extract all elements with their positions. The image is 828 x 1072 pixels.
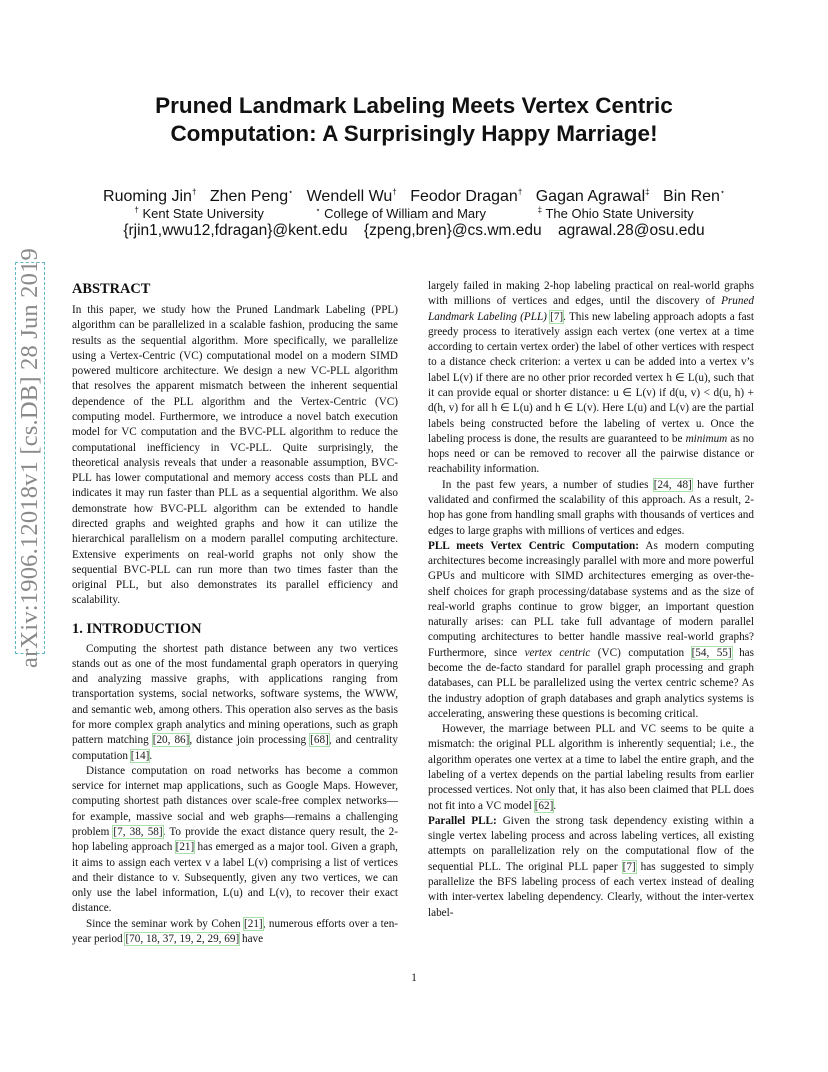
author: Ruoming Jin† [103,188,197,206]
body-paragraph-4: However, the marriage between PLL and VC seems to be quite a mismatch: the original PLL algorithm is inherently sequential; i.e., the algorithm operates one vertex at a time to label the entire graph, and the labeling of a vertex depends on the partial labeling results from earlier processed vertices. Not only that, it has also been claimed that PLL does not fit into a VC model [62]. [428,723,754,812]
abstract-heading: ABSTRACT [72,281,151,297]
affiliation: ‡ The Ohio State University [537,206,694,222]
author: Wendell Wu† [306,188,397,206]
email: agrawal.28@osu.edu [557,222,705,239]
citation-link[interactable]: [62] [534,799,554,812]
citation-link[interactable]: [68] [310,734,329,747]
body-paragraph-5: Parallel PLL: Given the strong task dependency existing within a single vertex labeling process and across labeling vertices, all existing attempts on parallelization rely on the computational flow of the sequential PLL. The original PLL paper [7] has suggested to simply parallelize the BFS labeling process of each vertex instead of dealing with inter-vertex labeling dependency. Clearly, without the inter-vertex label- [428,814,755,919]
citation-link[interactable]: [7, 38, 58] [113,826,163,838]
body-paragraph-2: In the past few years, a number of studies [24, 48] have further validated and confirmed the scalability of this approach. As a result, 2-hop has gone from handling small graphs with thousands of vertices and edges to large graphs with millions of vertices and edges. [428,478,755,537]
intro-paragraph-1: Computing the shortest path distance between any two vertices stands out as one of the most fundamental graph operators in querying and analyzing massive graphs, with applications ranging from transportation systems, social networks, software systems, the WWW, and semantic web, among others. This operation also serves as the basis for more complex graph analytics and mining operations, such as graph pattern matching [20, 86], distance join processing [68], and centrality computation [14]. [72,642,399,762]
affiliation-list [60,202,768,222]
arxiv-stamp-text: arXiv:1906.12018v1 [cs.DB] 28 Jun 2019 [16,248,43,668]
citation-link[interactable]: [14] [130,749,150,762]
email-list [60,221,768,241]
title-line-2: Computation: A Surprisingly Happy Marriage! [170,121,658,146]
email: {rjin1,wwu12,fdragan}@kent.edu [123,222,348,239]
author: Zhen Peng⋆ [209,188,294,206]
introduction-heading: 1. INTRODUCTION [72,620,202,637]
author: Gagan Agrawal‡ [535,188,650,206]
runin-heading: Parallel PLL: [428,814,497,827]
left-column [72,280,398,947]
citation-link[interactable]: [7] [550,310,564,323]
citation-link[interactable]: [21] [244,917,263,930]
intro-paragraph-2: Distance computation on road networks has become a common service for internet map applications, such as Google Maps. However, computing shortest path distances over scale-free complex networks—for example, massive social and web graphs—remains a challenging problem [7, 38, 58]. To provide the exact distance query result, the 2-hop labeling approach [21] has emerged as a major tool. Given a graph, it aims to assign each vertex v a label L(v) comprising a list of vertices and their distance to v. Subsequently, given any two vertices, we can only use the label information, L(u) and L(v), to recover their exact distance. [72,764,398,915]
affiliation: ⋆ College of William and Mary [315,206,486,222]
citation-link[interactable]: [70, 18, 37, 19, 2, 29, 69] [125,932,240,945]
email: {zpeng,bren}@cs.wm.edu [363,222,542,239]
affiliation: † Kent State University [134,206,264,222]
citation-link[interactable]: [7] [622,860,636,873]
right-column [428,279,754,921]
body-paragraph-3: PLL meets Vertex Centric Computation: As modern computing architectures become increasingly parallel with more and more powerful GPUs and multicore with SIMD architectures emerging as over-the-shelf choices for graph processing/database systems and as the size of real-world graphs continue to grow bigger, an important question naturally arises: can PLL take full advantage of modern parallel computing architectures to better handle massive real-world graphs? Furthermore, since vertex centric (VC) computation [54, 55] has become the de-facto standard for parallel graph processing and graph databases, can PLL be parallelized using the vertex centric scheme? As the industry adoption of graph databases and graph analytics systems is accelerating, answering these questions is becoming critical. [428,539,755,720]
paper-title [60,92,768,148]
citation-link[interactable]: [24, 48] [653,478,692,491]
abstract-text: In this paper, we study how the Pruned Landmark Labeling (PPL) algorithm can be parallelized in a scalable fashion, producing the same results as the sequential algorithm. More specifically, we parallelize using a Vertex-Centric (VC) computational model on a modern SIMD powered multicore architecture. We design a new VC-PLL algorithm that resolves the apparent mismatch between the inherent sequential dependence of the PLL algorithm and the Vertex-Centric (VC) computing model. Furthermore, we introduce a novel batch execution model for VC computation and the BVC-PLL algorithm to reduce the computational inefficiency in VC-PLL. Quite surprisingly, the theoretical analysis reveals that under a reasonable assumption, BVC-PLL has lower computational and memory access costs than PLL and indicates it may run faster than PLL as a sequential algorithm. We also demonstrate how BVC-PLL algorithm can be extended to handle directed graphs and weighted graphs and how it can utilize the hierarchical parallelism on a modern parallel computing architecture. Extensive experiments on real-world graphs not only show the sequential BVC-PLL can run more than two times faster than the original PLL, but also demonstrates its parallel efficiency and scalability. [72,304,398,607]
author: Feodor Dragan† [410,188,523,206]
body-paragraph-1: largely failed in making 2-hop labeling practical on real-world graphs with millions of vertices and edges, until the discovery of Pruned Landmark Labeling (PLL) [7]. This new labeling approach adopts a fast greedy process to iteratively assign each vertex (one vertex at a time according to certain vertex order) the label of other vertices with respect to a distance check criterion: a vertex u can be added into a vertex v’s label L(v) if there are no other prior recorded vertex h ∈ L(u), such that it can provide equal or shorter distance: u ∈ L(v) if d(u, v) < d(u, h) + d(h, v) for all h ∈ L(u) and h ∈ L(v). Here L(u) and L(v) are the partial labels being constructed before the labeling of vertex u. Once the labeling process is done, the results are guaranteed to be minimum as no hops need or can be removed to recover all the pairwise distance or reachability information. [428,280,755,476]
citation-link[interactable]: [20, 86] [152,734,190,747]
title-line-1: Pruned Landmark Labeling Meets Vertex Centric [155,93,673,118]
runin-heading: PLL meets Vertex Centric Computation: [428,539,639,552]
arxiv-stamp[interactable] [15,248,45,668]
intro-paragraph-3: Since the seminar work by Cohen [21], numerous efforts over a ten-year period [70, 18, 37, 19, 2, 29, 69] have [72,917,399,945]
citation-link[interactable]: [21] [175,841,195,854]
citation-link[interactable]: [54, 55] [691,646,732,659]
page-number: 1 [411,972,417,984]
author: Bin Ren⋆ [663,188,725,206]
